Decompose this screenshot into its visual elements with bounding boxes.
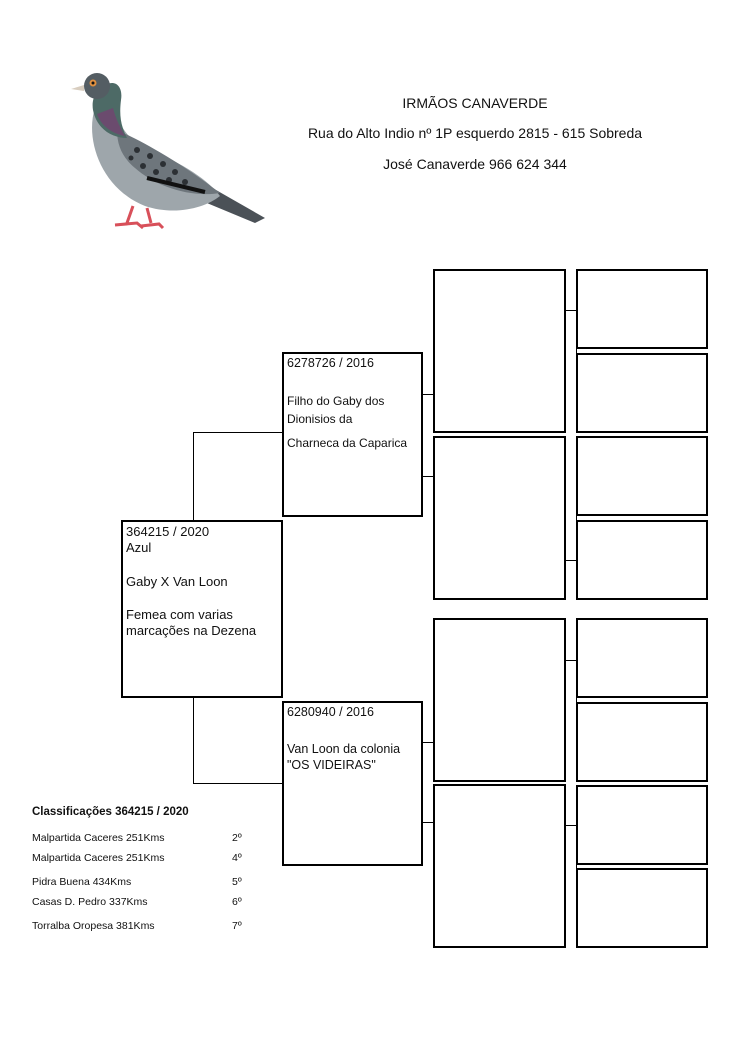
- great-grandparent-box: [576, 785, 708, 865]
- main-bird-cross: Gaby X Van Loon: [126, 574, 228, 589]
- result-row: [32, 832, 272, 846]
- main-bird-color: Azul: [126, 540, 152, 555]
- result-place: 4º: [232, 852, 242, 864]
- great-grandparent-box: [576, 353, 708, 433]
- grandparent-box: [433, 436, 566, 600]
- connector-main-sire-h: [193, 432, 283, 433]
- main-bird-note-1: Femea com varias: [126, 607, 233, 622]
- main-bird-ring: 364215 / 2020: [126, 524, 210, 539]
- loft-contact: José Canaverde 966 624 344: [383, 156, 567, 172]
- result-place: 7º: [232, 920, 242, 932]
- result-place: 2º: [232, 832, 242, 844]
- results-title: Classificações 364215 / 2020: [32, 806, 189, 818]
- sire-box: [282, 352, 423, 517]
- result-race: Casas D. Pedro 337Kms: [32, 896, 148, 908]
- result-place: 5º: [232, 876, 242, 888]
- sire-line-2: Dionisios da: [287, 412, 353, 426]
- race-results: [32, 806, 272, 934]
- dam-line-1: Van Loon da colonia: [287, 742, 401, 756]
- great-grandparent-box: [576, 702, 708, 782]
- main-bird-note-2: marcações na Dezena: [126, 623, 257, 638]
- sire-line-3: Charneca da Caparica: [287, 436, 408, 450]
- loft-name: IRMÃOS CANAVERDE: [402, 95, 548, 111]
- grandparent-box: [433, 784, 566, 948]
- great-grandparent-box: [576, 436, 708, 516]
- great-grandparent-box: [576, 269, 708, 349]
- result-race: Malpartida Caceres 251Kms: [32, 852, 165, 864]
- result-place: 6º: [232, 896, 242, 908]
- connector-main-dam-h: [193, 783, 283, 784]
- great-grandparent-box: [576, 618, 708, 698]
- result-row: [32, 896, 272, 910]
- result-row: [32, 876, 272, 890]
- sire-line-1: Filho do Gaby dos: [287, 394, 385, 408]
- great-grandparent-box: [576, 520, 708, 600]
- connector-main-dam: [193, 697, 194, 783]
- grandparent-box: [433, 618, 566, 782]
- connector-main-sire: [193, 432, 194, 520]
- result-race: Pidra Buena 434Kms: [32, 876, 132, 888]
- grandparent-box: [433, 269, 566, 433]
- dam-line-2: "OS VIDEIRAS": [287, 758, 376, 772]
- sire-ring: 6278726 / 2016: [287, 356, 374, 370]
- pigeon-head: [84, 73, 110, 99]
- pigeon-photo: [55, 68, 275, 238]
- result-race: Torralba Oropesa 381Kms: [32, 920, 155, 932]
- result-row: [32, 920, 272, 934]
- dam-box: [282, 701, 423, 866]
- result-race: Malpartida Caceres 251Kms: [32, 832, 165, 844]
- pigeon-beak: [71, 85, 84, 91]
- pigeon-pupil: [92, 82, 95, 85]
- pigeon-legs: [115, 206, 163, 228]
- loft-address: Rua do Alto Indio nº 1P esquerdo 2815 - 615 Sobreda: [307, 125, 643, 141]
- result-row: [32, 852, 272, 866]
- great-grandparent-box: [576, 868, 708, 948]
- dam-ring: 6280940 / 2016: [287, 705, 374, 719]
- main-bird-box: [121, 520, 283, 698]
